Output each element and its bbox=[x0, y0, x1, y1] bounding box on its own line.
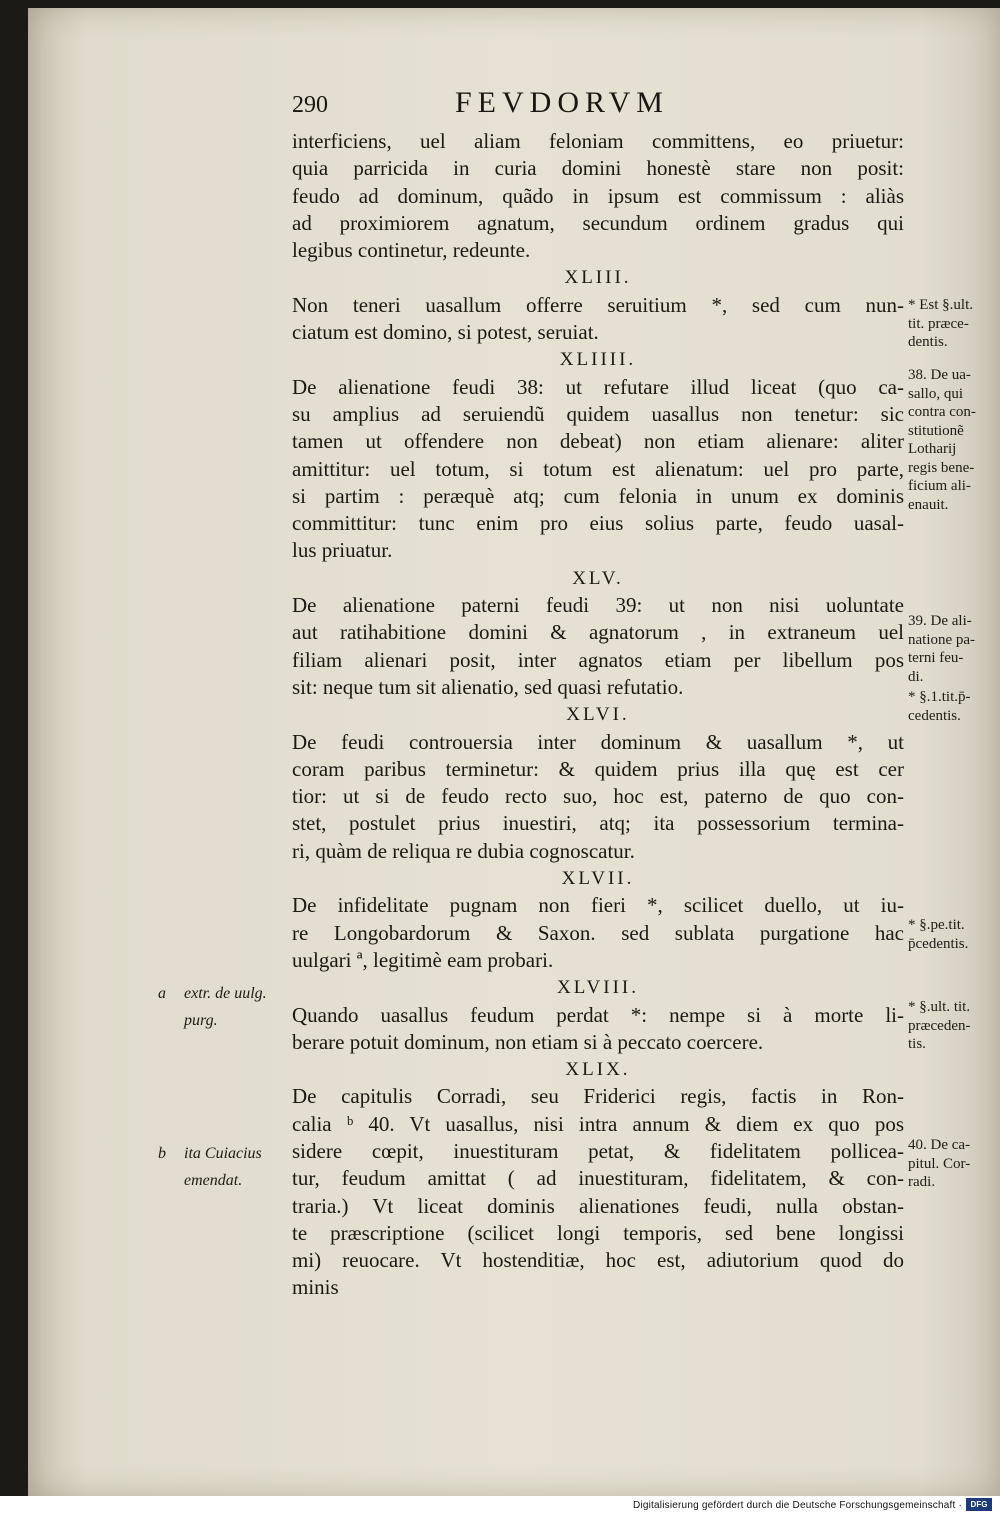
margin-note-line: * §.1.tit.p̄- bbox=[908, 689, 971, 705]
margin-note bbox=[908, 1136, 970, 1192]
margin-note-line: terni feu- bbox=[908, 650, 964, 666]
text-line: tamen ut offendere non debeat) non etiam alienare: aliter bbox=[292, 429, 904, 454]
margin-note-line: Lotharij bbox=[908, 441, 957, 457]
margin-note-line: 38. De ua- bbox=[908, 367, 971, 383]
footnote-row bbox=[158, 980, 267, 1007]
margin-note-line: natione pa- bbox=[908, 631, 976, 648]
margin-note-line: 39. De ali- bbox=[908, 613, 972, 629]
chapter-heading: XLVII. bbox=[561, 868, 635, 890]
margin-note bbox=[908, 998, 970, 1054]
text-line: Non teneri uasallum offerre seruitium *, sed cum nun- bbox=[292, 292, 904, 317]
chapter-heading: XLIIII. bbox=[559, 349, 637, 371]
text-line: committitur: tunc enim pro eius solius parte, feudo uasal- bbox=[292, 511, 904, 536]
text-line: De feudi controuersia inter dominum & uasallum *, ut bbox=[292, 729, 904, 754]
text-line: Quando uasallus feudum perdat *: nempe si à morte li- bbox=[292, 1002, 904, 1027]
chapter-heading: XLVIII. bbox=[556, 977, 640, 999]
footnote-text: extr. de uulg. bbox=[184, 985, 267, 1002]
text-line: De infidelitate pugnam non fieri *, scilicet duello, ut iu- bbox=[292, 893, 904, 918]
margin-note-line: tis. bbox=[908, 1036, 926, 1052]
text-line: mi) reuocare. Vt hostenditiæ, hoc est, adiutorium quod do bbox=[292, 1248, 904, 1273]
dfg-logo: DFG bbox=[966, 1498, 992, 1511]
margin-note-line: enauit. bbox=[908, 496, 949, 513]
margin-note-line: * §.ult. tit. bbox=[908, 999, 971, 1015]
margin-note-line: tit. præce- bbox=[908, 315, 969, 332]
text-line: stet, postulet prius inuestiri, atq; ita possessorium termina- bbox=[292, 811, 904, 836]
chapter-heading: XLV. bbox=[572, 567, 624, 589]
margin-note-line: radi. bbox=[908, 1174, 936, 1190]
text-line: ciatum est domino, si potest, seruiat. bbox=[292, 320, 599, 345]
text-line: tior: ut si de feudo recto suo, hoc est, paterno de quo con- bbox=[292, 784, 904, 809]
footnote-marker: b bbox=[158, 1145, 166, 1162]
chapter-heading: XLVI. bbox=[566, 704, 630, 726]
margin-note bbox=[908, 612, 975, 686]
chapter-heading: XLIX. bbox=[565, 1059, 631, 1081]
text-line: traria.) Vt liceat dominis alienationes feudi, nulla obstan- bbox=[292, 1193, 904, 1218]
text-line: re Longobardorum & Saxon. sed sublata purgatione hac bbox=[292, 920, 904, 945]
main-text bbox=[292, 128, 904, 1302]
margin-note bbox=[908, 366, 976, 514]
running-title: FEVDORVM bbox=[455, 86, 669, 119]
margin-note bbox=[908, 296, 973, 352]
margin-note-line: præceden- bbox=[908, 1017, 971, 1034]
text-line: si partim : peræquè atq; cum felonia in unum ex dominis bbox=[292, 483, 904, 508]
page-header bbox=[290, 86, 910, 126]
margin-note-line: cedentis. bbox=[908, 707, 961, 724]
margin-note bbox=[908, 916, 968, 953]
footnote-row bbox=[158, 1167, 262, 1194]
margin-note-line: di. bbox=[908, 668, 924, 685]
text-line: ad proximiorem agnatum, secundum ordinem gradus qui bbox=[292, 210, 904, 235]
footnote-marker: a bbox=[158, 985, 166, 1002]
footnote-text: ita Cuiacius bbox=[184, 1145, 262, 1162]
margin-note-line: * Est §.ult. bbox=[908, 297, 974, 313]
margin-note bbox=[908, 688, 971, 725]
text-line: uulgari ª, legitimè eam probari. bbox=[292, 947, 554, 972]
margin-note-line: stitutionẽ bbox=[908, 422, 964, 439]
text-line: De alienatione paterni feudi 39: ut non nisi uoluntate bbox=[292, 593, 904, 618]
text-line: minis bbox=[292, 1275, 339, 1300]
margin-note-line: * §.pe.tit. bbox=[908, 917, 965, 933]
text-line: interficiens, uel aliam feloniam committens, eo priuetur: bbox=[292, 129, 904, 153]
margin-note-line: sallo, qui bbox=[908, 385, 963, 402]
footnote-text: purg. bbox=[184, 1012, 218, 1029]
margin-note-line: 40. De ca- bbox=[908, 1137, 971, 1153]
text-line: legibus continetur, redeunte. bbox=[292, 238, 531, 263]
text-line: amittitur: uel totum, si totum est alienatum: uel pro parte, bbox=[292, 456, 904, 481]
footnote-row bbox=[158, 1140, 262, 1167]
text-line: sit: neque tum sit alienatio, sed quasi refutatio. bbox=[292, 674, 684, 699]
text-line: De capitulis Corradi, seu Friderici regis, factis in Ron- bbox=[292, 1084, 904, 1109]
text-line: tur, feudum amittat ( ad inuestituram, fidelitatem, & con- bbox=[292, 1166, 904, 1191]
text-line: De alienatione feudi 38: ut refutare illud liceat (quo ca- bbox=[292, 374, 904, 399]
text-line: berare potuit dominum, non etiam si à peccato coercere. bbox=[292, 1029, 764, 1054]
footnote bbox=[158, 980, 267, 1034]
text-line: feudo ad dominum, quãdo in ipsum est commissum : aliàs bbox=[292, 183, 904, 208]
margin-note-line: dentis. bbox=[908, 334, 948, 350]
text-line: ri, quàm de reliqua re dubia cognoscatur. bbox=[292, 838, 635, 863]
margin-note-line: pitul. Cor- bbox=[908, 1155, 971, 1172]
margin-note-line: regis bene- bbox=[908, 459, 975, 476]
text-line: su amplius ad seruiendũ quidem uasallus non tenetur: sic bbox=[292, 401, 904, 426]
text-line: aut ratihabitione domini & agnatorum , in extraneum uel bbox=[292, 620, 904, 645]
text-line: sidere cœpit, inuestituram petat, & fidelitatem pollicea- bbox=[292, 1138, 904, 1163]
footer-credit: Digitalisierung gefördert durch die Deutsche Forschungsgemeinschaft · bbox=[633, 1500, 962, 1511]
margin-note-line: ficium ali- bbox=[908, 478, 971, 494]
chapter-heading: XLIII. bbox=[564, 267, 632, 289]
text-line: quia parricida in curia domini honestè stare non posit: bbox=[292, 156, 904, 181]
text-line: calia ᵇ 40. Vt uasallus, nisi intra annum & diem ex quo pos bbox=[292, 1111, 904, 1136]
text-line: filiam alienari posit, inter agnatos etiam per libellum pos bbox=[292, 647, 904, 672]
page-number: 290 bbox=[292, 92, 328, 118]
margin-note-line: contra con- bbox=[908, 404, 976, 420]
text-line: lus priuatur. bbox=[292, 538, 393, 563]
footnote bbox=[158, 1140, 262, 1194]
footnote-text: emendat. bbox=[184, 1172, 243, 1189]
margin-note-line: p̄cedentis. bbox=[908, 935, 969, 952]
text-line: coram paribus terminetur: & quidem prius illa quę est cer bbox=[292, 756, 904, 781]
text-line: te præscriptione (scilicet longi temporis, sed bene longissi bbox=[292, 1220, 904, 1245]
footnote-row bbox=[158, 1007, 267, 1034]
